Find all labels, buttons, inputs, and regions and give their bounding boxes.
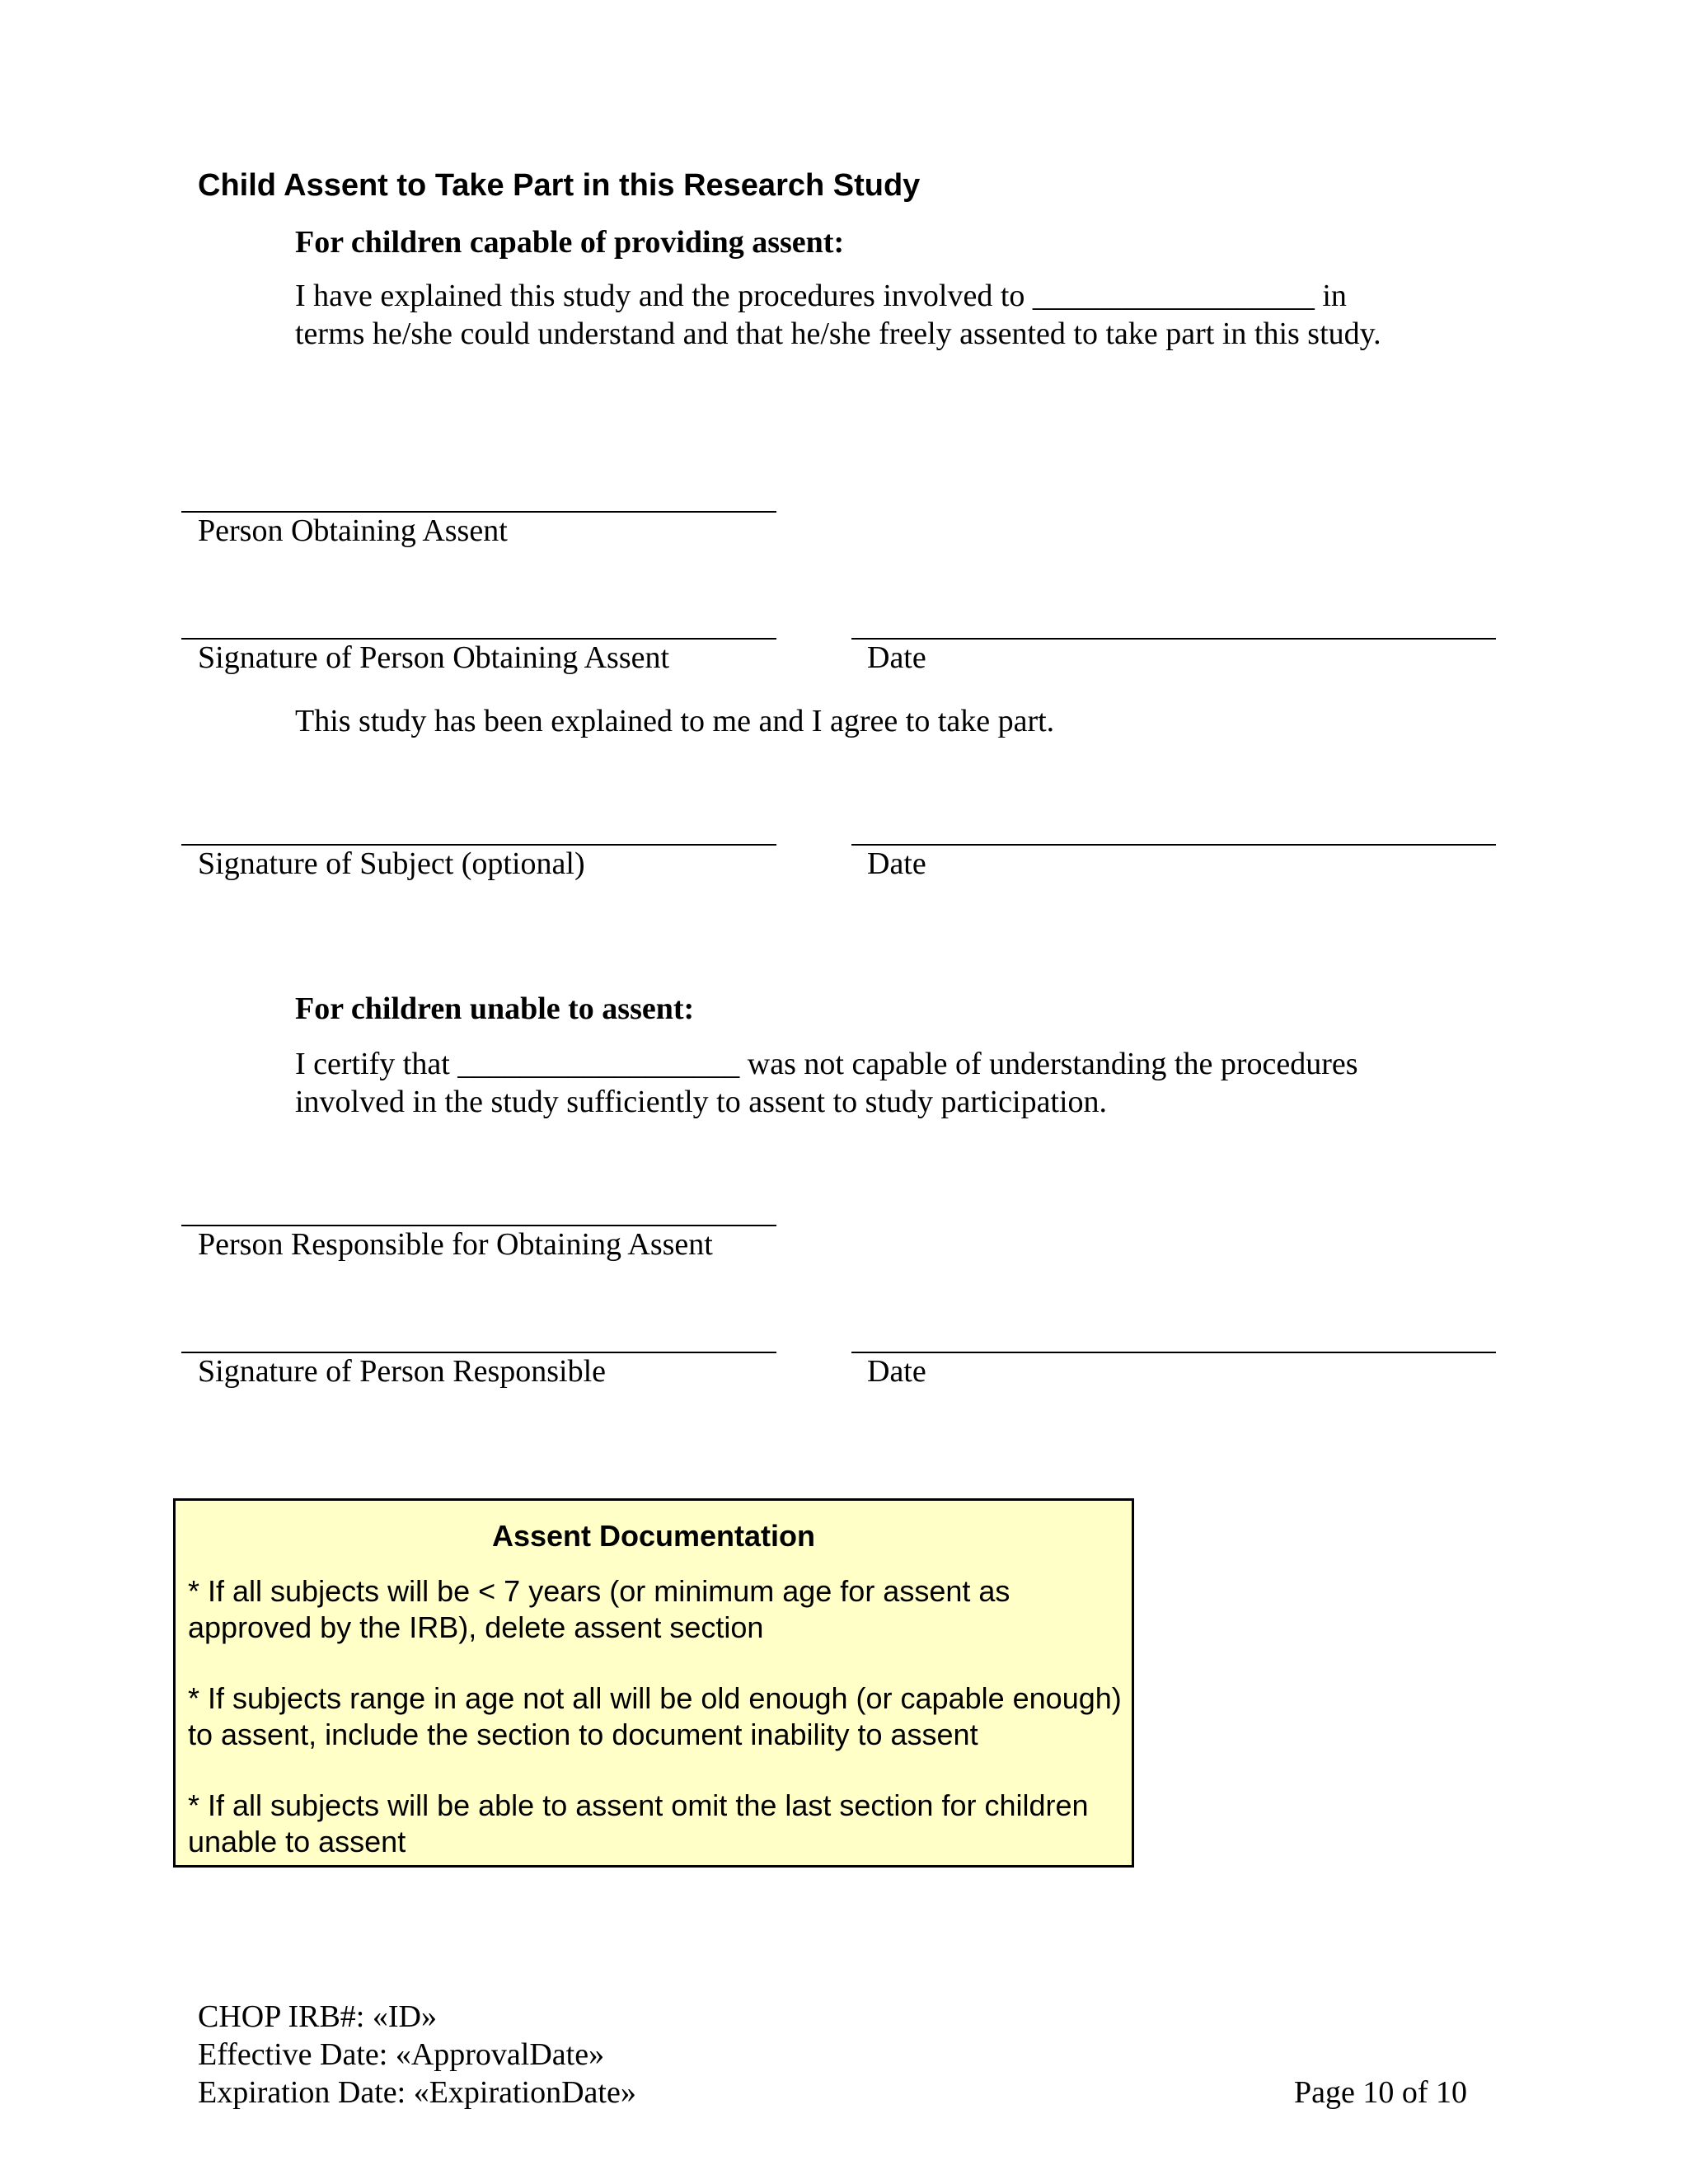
date-label-1: Date [867,640,926,675]
unable-statement-line1: I certify that __________________ was not capable of understanding the procedures [295,1047,1358,1081]
subject-signature-label: Signature of Subject (optional) [198,846,585,881]
assent-note-1: * If all subjects will be < 7 years (or minimum age for assent as approved by the IRB), delete assent section [188,1574,1010,1644]
assent-documentation-title: Assent Documentation [491,1519,816,1553]
assent-note-3: * If all subjects will be able to assent omit the last section for children unable to assent [188,1788,1089,1858]
footer-irb-number: CHOP IRB#: «ID» [198,1999,437,2034]
agree-statement: This study has been explained to me and I agree to take part. [295,704,1055,738]
date-label-3: Date [867,1354,926,1389]
capable-heading: For children capable of providing assent: [295,225,845,260]
assent-documentation-box [173,1498,1134,1868]
unable-statement-line2: involved in the study sufficiently to assent to study participation. [295,1085,1108,1119]
date-line-1[interactable] [851,638,1496,640]
date-label-2: Date [867,846,926,881]
footer-expiration-date: Expiration Date: «ExpirationDate» [198,2075,636,2110]
signature-responsible-label: Signature of Person Responsible [198,1354,607,1389]
signature-obtaining-assent-label: Signature of Person Obtaining Assent [198,640,670,675]
person-obtaining-assent-label: Person Obtaining Assent [198,513,508,548]
capable-statement-line2: terms he/she could understand and that he/she freely assented to take part in this study. [295,316,1381,351]
footer-page-number: Page 10 of 10 [1293,2075,1467,2110]
unable-heading: For children unable to assent: [295,991,695,1026]
assent-note-2: * If subjects range in age not all will be old enough (or capable enough) to assent, include the section to document inability to assent [188,1681,1122,1751]
date-line-2[interactable] [851,844,1496,846]
person-responsible-label: Person Responsible for Obtaining Assent [198,1227,713,1262]
capable-statement-line1: I have explained this study and the procedures involved to __________________ in [295,279,1347,313]
date-line-3[interactable] [851,1352,1496,1353]
page-title: Child Assent to Take Part in this Research Study [198,168,921,203]
footer-effective-date: Effective Date: «ApprovalDate» [198,2037,605,2072]
